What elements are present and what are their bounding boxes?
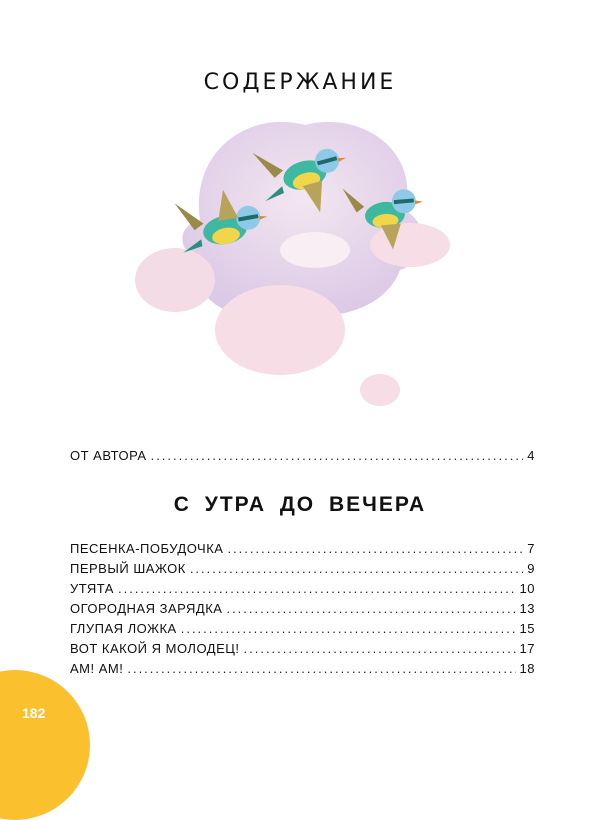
toc-leader-dots [181, 621, 516, 636]
toc-entry-page: 17 [519, 641, 535, 656]
toc-entry[interactable] [70, 621, 535, 636]
toc-entry[interactable] [70, 601, 535, 616]
section-heading: С УТРА ДО ВЕЧЕРА [173, 493, 427, 516]
toc-entry-label: ВОТ КАКОЙ Я МОЛОДЕЦ! [70, 641, 240, 656]
toc-leader-dots [118, 581, 516, 596]
birds-cloud-illustration [130, 110, 470, 420]
toc-entry-page: 15 [519, 621, 535, 636]
toc-leader-dots [190, 561, 523, 576]
toc-entry[interactable] [70, 561, 535, 576]
page-number: 182 [22, 705, 46, 721]
toc-entry-label: ПЕСЕНКА-ПОБУДОЧКА [70, 541, 224, 556]
toc-entry[interactable] [70, 641, 535, 656]
toc-entry-intro[interactable] [70, 448, 535, 463]
toc-entry-page: 10 [519, 581, 535, 596]
toc-entry[interactable] [70, 661, 535, 676]
toc-entry-label: ОГОРОДНАЯ ЗАРЯДКА [70, 601, 223, 616]
cloud-shape [135, 122, 450, 406]
toc-entry[interactable] [70, 581, 535, 596]
page-title: СОДЕРЖАНИЕ [203, 70, 397, 95]
toc-entry-label: ГЛУПАЯ ЛОЖКА [70, 621, 177, 636]
toc-entry-label: УТЯТА [70, 581, 114, 596]
toc-leader-dots [151, 448, 524, 463]
toc-entry-page: 4 [527, 448, 535, 463]
toc-entry-label: ПЕРВЫЙ ШАЖОК [70, 561, 186, 576]
page-number-badge [0, 670, 90, 820]
toc-entry-page: 18 [519, 661, 535, 676]
toc-entry-page: 9 [527, 561, 535, 576]
toc-leader-dots [227, 541, 523, 556]
toc-entry-label: ОТ АВТОРА [70, 448, 147, 463]
toc-entry[interactable] [70, 541, 535, 556]
toc-leader-dots [226, 601, 515, 616]
toc-entry-page: 13 [519, 601, 535, 616]
toc-entry-page: 7 [527, 541, 535, 556]
toc-entry-label: АМ! АМ! [70, 661, 124, 676]
toc-leader-dots [244, 641, 516, 656]
toc-leader-dots [127, 661, 515, 676]
